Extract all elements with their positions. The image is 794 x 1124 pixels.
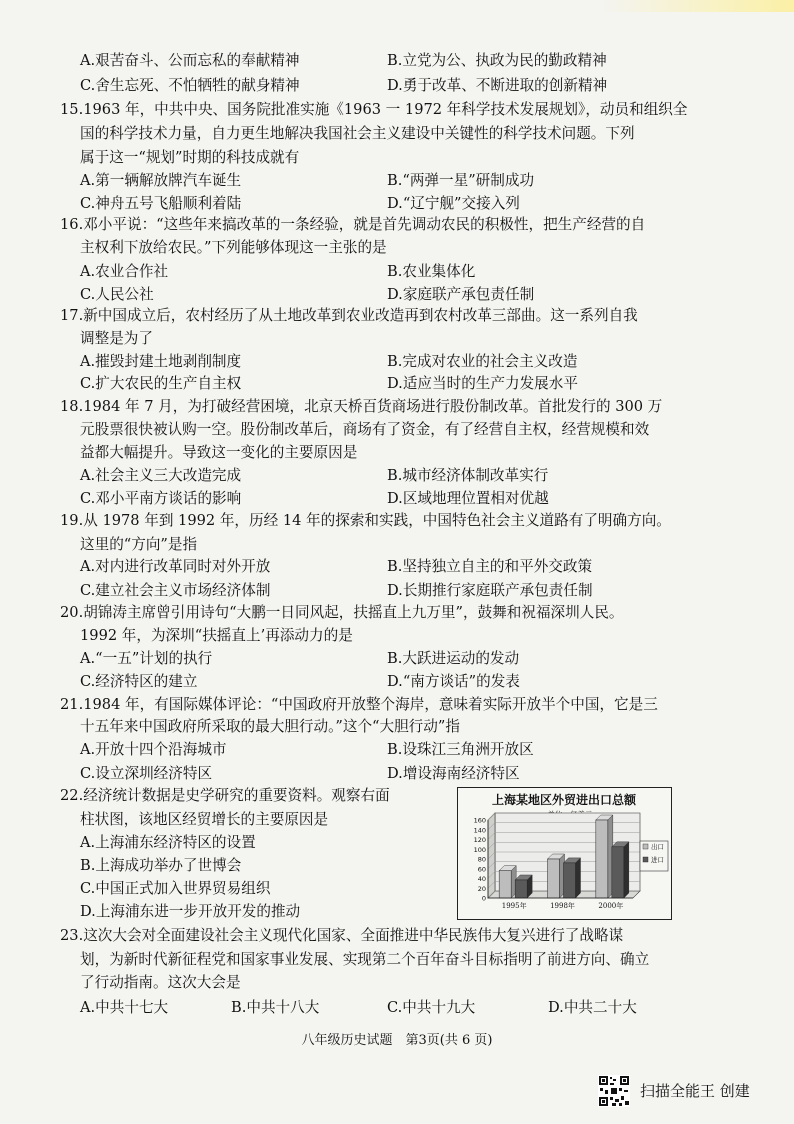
q17-option-d: D.适应当时的生产力发展水平 [387, 375, 578, 392]
q16-option-c: C.人民公社 [80, 286, 154, 303]
y-tick-label: 120 [473, 836, 486, 844]
bar-进口-1995年 [515, 880, 527, 898]
q15-option-d: D.“辽宁舰”交接入列 [387, 195, 520, 212]
q17-option-a: A.摧毁封建土地剥削制度 [80, 353, 242, 370]
y-tick-label: 60 [477, 865, 486, 874]
q15-option-b: B.“两弹一星”研制成功 [387, 172, 535, 189]
page-footer: 八年级历史试题 第3页(共 6 页) [301, 1033, 493, 1048]
q21-option-d: D.增设海南经济特区 [387, 765, 520, 782]
q18-option-c: C.邓小平南方谈话的影响 [80, 490, 242, 507]
q22-option-b: B.上海成功举办了世博会 [80, 857, 242, 874]
scan-edge-highlight [600, 0, 794, 12]
y-tick-label: 40 [477, 875, 486, 883]
bar-出口-2000年 [596, 820, 608, 898]
bar-进口-2000年 [612, 847, 624, 898]
q17-option-b: B.完成对农业的社会主义改造 [387, 353, 578, 370]
q23-stem-line2: 划，为新时代新征程党和国家事业发展、实现第二个百年奋斗目标指明了前进方向、确立 [80, 951, 650, 968]
legend-swatch-出口 [643, 844, 648, 849]
legend-label-出口: 出口 [651, 843, 664, 851]
q23-option-d: D.中共二十大 [548, 999, 637, 1016]
bar-side-进口-2000年 [624, 842, 629, 898]
q16-option-a: A.农业合作社 [80, 263, 169, 280]
q23-option-c: C.中共十九大 [387, 999, 476, 1016]
q23-option-a: A.中共十七大 [80, 999, 169, 1016]
bar-side-进口-1998年 [576, 858, 581, 898]
q18-stem-line1: 18.1984 年 7 月，为打破经营困境，北京天桥百货商场进行股份制改革。首批发行的 300 万 [60, 398, 663, 415]
q21-option-b: B.设珠江三角洲开放区 [387, 741, 534, 758]
x-tick-label: 1998年 [550, 902, 575, 910]
bar-出口-1995年 [499, 871, 511, 898]
q21-stem-line1: 21.1984 年，有国际媒体评论：“中国政府开放整个海岸，意味着实际开放半个中国，它是三 [60, 696, 658, 713]
q22-option-c: C.中国正式加入世界贸易组织 [80, 880, 271, 897]
q16-stem-line1: 16.邓小平说：“这些年来搞改革的一条经验，就是首先调动农民的积极性，把生产经营的自 [60, 216, 646, 233]
x-tick-label: 1995年 [501, 902, 527, 910]
q23-stem-line1: 23.这次大会对全面建设社会主义现代化国家、全面推进中华民族伟大复兴进行了战略谋 [60, 927, 624, 944]
q22-stem-line1: 22.经济统计数据是史学研究的重要资料。观察右面 [60, 787, 390, 804]
q23-stem-line3: 了行动指南。这次大会是 [80, 974, 241, 991]
bar-进口-1998年 [564, 863, 576, 898]
scanner-watermark: 扫描全能王 创建 [640, 1082, 750, 1100]
y-tick-label: 20 [477, 884, 486, 893]
q22-stem-line2: 柱状图，该地区经贸增长的主要原因是 [80, 811, 329, 828]
q18-stem-line3: 益都大幅提升。导致这一变化的主要原因是 [80, 444, 358, 461]
q16-option-d: D.家庭联产承包责任制 [387, 286, 535, 303]
q15-stem-line3: 属于这一“规划”时期的科技成就有 [80, 149, 300, 166]
q18-option-b: B.城市经济体制改革实行 [387, 467, 549, 484]
q19-option-c: C.建立社会主义市场经济体制 [80, 582, 271, 599]
q14-option-a: A.艰苦奋斗、公而忘私的奉献精神 [80, 52, 300, 69]
q14-option-d: D.勇于改革、不断进取的创新精神 [387, 77, 608, 94]
q23-option-b: B.中共十八大 [231, 999, 320, 1016]
q20-stem-line2: 1992 年，为深圳“扶摇直上’再添动力的是 [80, 627, 353, 644]
q15-option-c: C.神舟五号飞船顺利着陆 [80, 195, 242, 212]
y-tick-label: 140 [473, 826, 486, 835]
q20-stem-line1: 20.胡锦涛主席曾引用诗句“大鹏一日同风起，扶摇直上九万里”，鼓舞和祝福深圳人民。 [60, 604, 624, 621]
x-tick-label: 2000年 [598, 902, 624, 910]
q14-option-c: C.舍生忘死、不怕牺牲的献身精神 [80, 77, 300, 94]
q19-option-b: B.坚持独立自主的和平外交政策 [387, 558, 593, 575]
trade-bar-chart-svg [458, 788, 671, 919]
q22-option-a: A.上海浦东经济特区的设置 [80, 834, 256, 851]
legend-label-进口: 进口 [651, 856, 664, 864]
q15-stem-line1: 15.1963 年，中共中央、国务院批准实施《1963 一 1972 年科学技术发展规划》，动员和组织全 [60, 101, 688, 118]
legend-swatch-进口 [643, 857, 648, 862]
q18-option-d: D.区域地理位置相对优越 [387, 490, 549, 507]
q21-option-a: A.开放十四个沿海城市 [80, 741, 227, 758]
q21-stem-line2: 十五年来中国政府所采取的最大胆行动。”这个“大胆行动”指 [80, 718, 460, 735]
q18-option-a: A.社会主义三大改造完成 [80, 467, 242, 484]
q20-option-a: A.“一五”计划的执行 [80, 650, 213, 667]
q21-option-c: C.设立深圳经济特区 [80, 765, 213, 782]
chart-title: 上海某地区外贸进出口总额 [491, 793, 637, 807]
q16-stem-line2: 主权利下放给农民。”下列能够体现这一主张的是 [80, 239, 387, 256]
q19-stem-line2: 这里的“方向”是指 [80, 536, 198, 553]
q20-option-c: C.经济特区的建立 [80, 673, 198, 690]
q20-option-d: D.“南方谈话”的发表 [387, 673, 520, 690]
q19-option-d: D.长期推行家庭联产承包责任制 [387, 582, 593, 599]
qr-code-icon [598, 1075, 630, 1107]
q16-option-b: B.农业集体化 [387, 263, 476, 280]
q18-stem-line2: 元股票很快被认购一空。股份制改革后，商场有了资金，有了经营自主权，经营规模和效 [80, 421, 650, 438]
q19-option-a: A.对内进行改革同时对外开放 [80, 558, 271, 575]
y-tick-label: 80 [477, 855, 486, 864]
y-tick-label: 0 [481, 894, 486, 903]
q20-option-b: B.大跃进运动的发动 [387, 650, 520, 667]
q17-option-c: C.扩大农民的生产自主权 [80, 375, 242, 392]
q22-option-d: D.上海浦东进一步开放开发的推动 [80, 903, 301, 920]
q17-stem-line2: 调整是为了 [80, 330, 153, 347]
q15-stem-line2: 国的科学技术力量，自力更生地解决我国社会主义建设中关键性的科学技术问题。下列 [80, 125, 635, 142]
q14-option-b: B.立党为公、执政为民的勤政精神 [387, 52, 607, 69]
q19-stem-line1: 19.从 1978 年到 1992 年，历经 14 年的探索和实践，中国特色社会主义道路有了明确方向。 [60, 512, 671, 529]
bar-出口-1998年 [548, 859, 560, 898]
y-tick-label: 160 [473, 816, 486, 825]
q17-stem-line1: 17.新中国成立后，农村经历了从土地改革到农业改造再到农村改革三部曲。这一系列自我 [60, 307, 638, 324]
q15-option-a: A.第一辆解放牌汽车诞生 [80, 172, 242, 189]
y-tick-label: 100 [473, 845, 486, 854]
trade-bar-chart [457, 787, 672, 920]
